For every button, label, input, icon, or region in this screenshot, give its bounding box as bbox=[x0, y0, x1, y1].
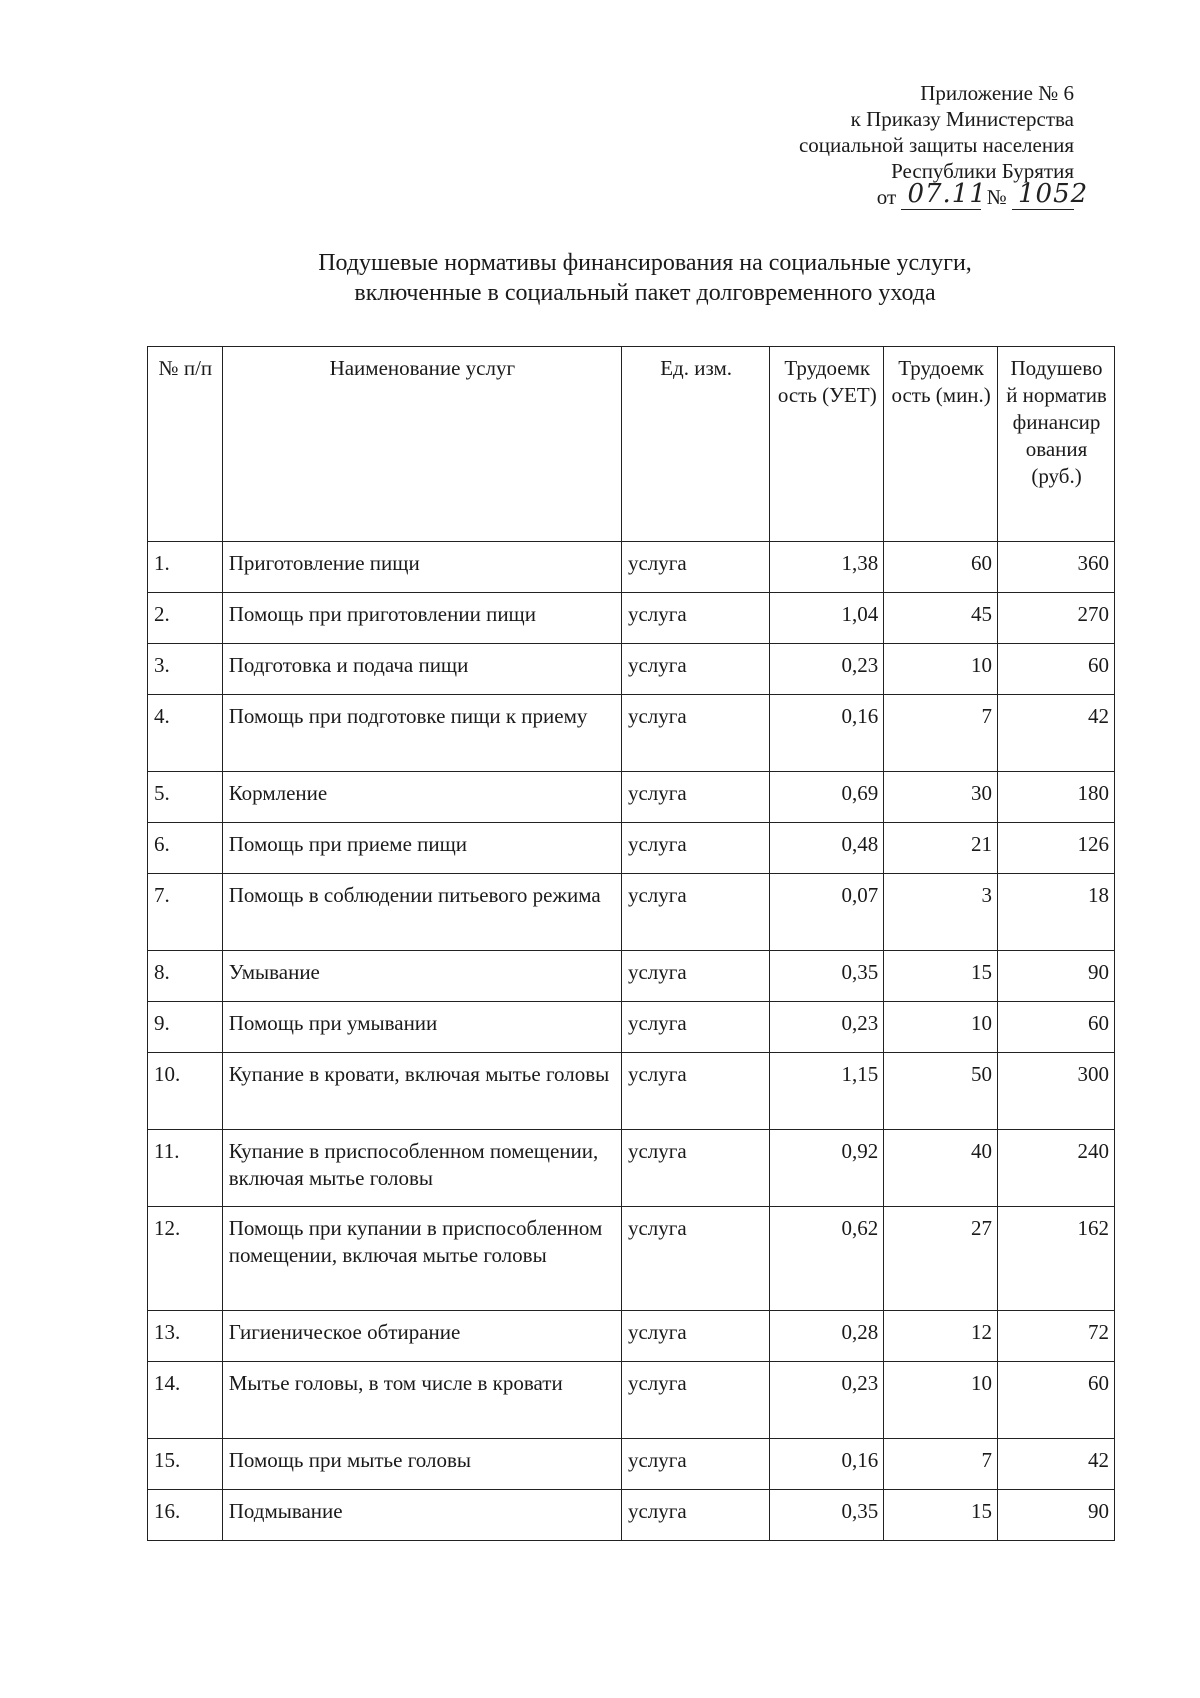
cell-num: 13. bbox=[148, 1311, 223, 1362]
cell-unit: услуга bbox=[621, 1053, 769, 1130]
table-row bbox=[148, 593, 1115, 644]
cell-name: Помощь при приеме пищи bbox=[222, 823, 621, 874]
cell-name: Приготовление пищи bbox=[222, 542, 621, 593]
table-row bbox=[148, 772, 1115, 823]
cell-norm: 180 bbox=[998, 772, 1115, 823]
cell-min: 15 bbox=[884, 1490, 998, 1541]
cell-num: 14. bbox=[148, 1362, 223, 1439]
cell-uet: 0,69 bbox=[770, 772, 884, 823]
cell-num: 5. bbox=[148, 772, 223, 823]
cell-name: Мытье головы, в том числе в кровати bbox=[222, 1362, 621, 1439]
table-row bbox=[148, 1002, 1115, 1053]
title-line-2: включенные в социальный пакет долговременного ухода bbox=[354, 280, 936, 306]
handwritten-number: 1052 bbox=[1018, 179, 1089, 209]
cell-unit: услуга bbox=[621, 874, 769, 951]
cell-unit: услуга bbox=[621, 772, 769, 823]
cell-norm: 18 bbox=[998, 874, 1115, 951]
cell-uet: 0,23 bbox=[770, 1362, 884, 1439]
cell-num: 3. bbox=[148, 644, 223, 695]
cell-unit: услуга bbox=[621, 695, 769, 772]
table-row bbox=[148, 951, 1115, 1002]
number-label: № bbox=[986, 185, 1007, 209]
header-unit: Ед. изм. bbox=[621, 347, 769, 542]
cell-min: 10 bbox=[884, 644, 998, 695]
appendix-line-4: Республики Бурятия bbox=[891, 159, 1074, 183]
cell-num: 7. bbox=[148, 874, 223, 951]
cell-min: 30 bbox=[884, 772, 998, 823]
handwritten-date: 07.11 bbox=[907, 179, 987, 209]
cell-num: 9. bbox=[148, 1002, 223, 1053]
cell-norm: 72 bbox=[998, 1311, 1115, 1362]
cell-name: Купание в кровати, включая мытье головы bbox=[222, 1053, 621, 1130]
cell-uet: 0,62 bbox=[770, 1207, 884, 1311]
cell-min: 21 bbox=[884, 823, 998, 874]
cell-name: Подмывание bbox=[222, 1490, 621, 1541]
cell-norm: 60 bbox=[998, 644, 1115, 695]
cell-uet: 1,04 bbox=[770, 593, 884, 644]
cell-num: 16. bbox=[148, 1490, 223, 1541]
cell-norm: 240 bbox=[998, 1130, 1115, 1207]
cell-min: 45 bbox=[884, 593, 998, 644]
document-title bbox=[145, 248, 1145, 308]
cell-num: 15. bbox=[148, 1439, 223, 1490]
cell-num: 1. bbox=[148, 542, 223, 593]
table-row bbox=[148, 1362, 1115, 1439]
cell-uet: 0,35 bbox=[770, 1490, 884, 1541]
table-row bbox=[148, 823, 1115, 874]
cell-uet: 0,35 bbox=[770, 951, 884, 1002]
table-row bbox=[148, 874, 1115, 951]
cell-norm: 270 bbox=[998, 593, 1115, 644]
cell-min: 50 bbox=[884, 1053, 998, 1130]
cell-num: 8. bbox=[148, 951, 223, 1002]
cell-uet: 1,38 bbox=[770, 542, 884, 593]
table-row bbox=[148, 1439, 1115, 1490]
cell-unit: услуга bbox=[621, 1490, 769, 1541]
appendix-date-line bbox=[799, 179, 1089, 210]
table-row bbox=[148, 1207, 1115, 1311]
cell-uet: 0,28 bbox=[770, 1311, 884, 1362]
cell-num: 2. bbox=[148, 593, 223, 644]
cell-unit: услуга bbox=[621, 644, 769, 695]
number-field bbox=[1012, 179, 1089, 210]
title-line-1: Подушевые нормативы финансирования на социальные услуги, bbox=[318, 250, 972, 276]
cell-num: 6. bbox=[148, 823, 223, 874]
cell-norm: 126 bbox=[998, 823, 1115, 874]
cell-unit: услуга bbox=[621, 1002, 769, 1053]
cell-min: 10 bbox=[884, 1002, 998, 1053]
cell-unit: услуга bbox=[621, 1207, 769, 1311]
cell-name: Помощь при купании в приспособленном помещении, включая мытье головы bbox=[222, 1207, 621, 1311]
cell-name: Помощь при мытье головы bbox=[222, 1439, 621, 1490]
cell-min: 15 bbox=[884, 951, 998, 1002]
cell-unit: услуга bbox=[621, 1362, 769, 1439]
cell-min: 3 bbox=[884, 874, 998, 951]
appendix-block bbox=[798, 80, 1089, 210]
cell-unit: услуга bbox=[621, 823, 769, 874]
header-uet: Трудоемк ость (УЕТ) bbox=[770, 347, 884, 542]
date-field bbox=[901, 179, 987, 210]
cell-norm: 60 bbox=[998, 1002, 1115, 1053]
appendix-line-2: к Приказу Министерства bbox=[850, 107, 1074, 131]
cell-uet: 0,92 bbox=[770, 1130, 884, 1207]
cell-norm: 360 bbox=[998, 542, 1115, 593]
cell-norm: 162 bbox=[998, 1207, 1115, 1311]
cell-name: Помощь при приготовлении пищи bbox=[222, 593, 621, 644]
cell-norm: 300 bbox=[998, 1053, 1115, 1130]
cell-name: Купание в приспособленном помещении, включая мытье головы bbox=[222, 1130, 621, 1207]
cell-min: 40 bbox=[884, 1130, 998, 1207]
table-header-row bbox=[148, 347, 1115, 542]
table-row bbox=[148, 644, 1115, 695]
cell-min: 7 bbox=[884, 695, 998, 772]
cell-name: Помощь при подготовке пищи к приему bbox=[222, 695, 621, 772]
header-name: Наименование услуг bbox=[222, 347, 621, 542]
cell-name: Гигиеническое обтирание bbox=[222, 1311, 621, 1362]
cell-norm: 60 bbox=[998, 1362, 1115, 1439]
cell-norm: 90 bbox=[998, 1490, 1115, 1541]
table-row bbox=[148, 695, 1115, 772]
cell-min: 60 bbox=[884, 542, 998, 593]
cell-name: Кормление bbox=[222, 772, 621, 823]
appendix-line-1: Приложение № 6 bbox=[920, 81, 1074, 105]
services-table bbox=[147, 346, 1115, 1541]
cell-uet: 0,23 bbox=[770, 644, 884, 695]
cell-unit: услуга bbox=[621, 951, 769, 1002]
cell-unit: услуга bbox=[621, 593, 769, 644]
cell-name: Помощь в соблюдении питьевого режима bbox=[222, 874, 621, 951]
cell-norm: 90 bbox=[998, 951, 1115, 1002]
table-row bbox=[148, 542, 1115, 593]
table-row bbox=[148, 1490, 1115, 1541]
from-label: от bbox=[876, 185, 897, 209]
cell-uet: 0,16 bbox=[770, 695, 884, 772]
cell-num: 10. bbox=[148, 1053, 223, 1130]
cell-name: Подготовка и подача пищи bbox=[222, 644, 621, 695]
header-num: № п/п bbox=[148, 347, 223, 542]
table-row bbox=[148, 1130, 1115, 1207]
table-row bbox=[148, 1053, 1115, 1130]
cell-uet: 0,48 bbox=[770, 823, 884, 874]
cell-min: 10 bbox=[884, 1362, 998, 1439]
cell-min: 27 bbox=[884, 1207, 998, 1311]
cell-unit: услуга bbox=[621, 1130, 769, 1207]
cell-unit: услуга bbox=[621, 542, 769, 593]
cell-uet: 0,16 bbox=[770, 1439, 884, 1490]
cell-norm: 42 bbox=[998, 695, 1115, 772]
cell-norm: 42 bbox=[998, 1439, 1115, 1490]
cell-num: 12. bbox=[148, 1207, 223, 1311]
cell-num: 4. bbox=[148, 695, 223, 772]
cell-min: 12 bbox=[884, 1311, 998, 1362]
cell-unit: услуга bbox=[621, 1311, 769, 1362]
cell-name: Помощь при умывании bbox=[222, 1002, 621, 1053]
header-min: Трудоемк ость (мин.) bbox=[884, 347, 998, 542]
cell-unit: услуга bbox=[621, 1439, 769, 1490]
cell-name: Умывание bbox=[222, 951, 621, 1002]
appendix-line-3: социальной защиты населения bbox=[798, 133, 1074, 157]
cell-uet: 0,07 bbox=[770, 874, 884, 951]
cell-min: 7 bbox=[884, 1439, 998, 1490]
table-row bbox=[148, 1311, 1115, 1362]
header-norm: Подушево й норматив финансир ования (руб.) bbox=[998, 347, 1115, 542]
cell-uet: 0,23 bbox=[770, 1002, 884, 1053]
cell-num: 11. bbox=[148, 1130, 223, 1207]
cell-uet: 1,15 bbox=[770, 1053, 884, 1130]
